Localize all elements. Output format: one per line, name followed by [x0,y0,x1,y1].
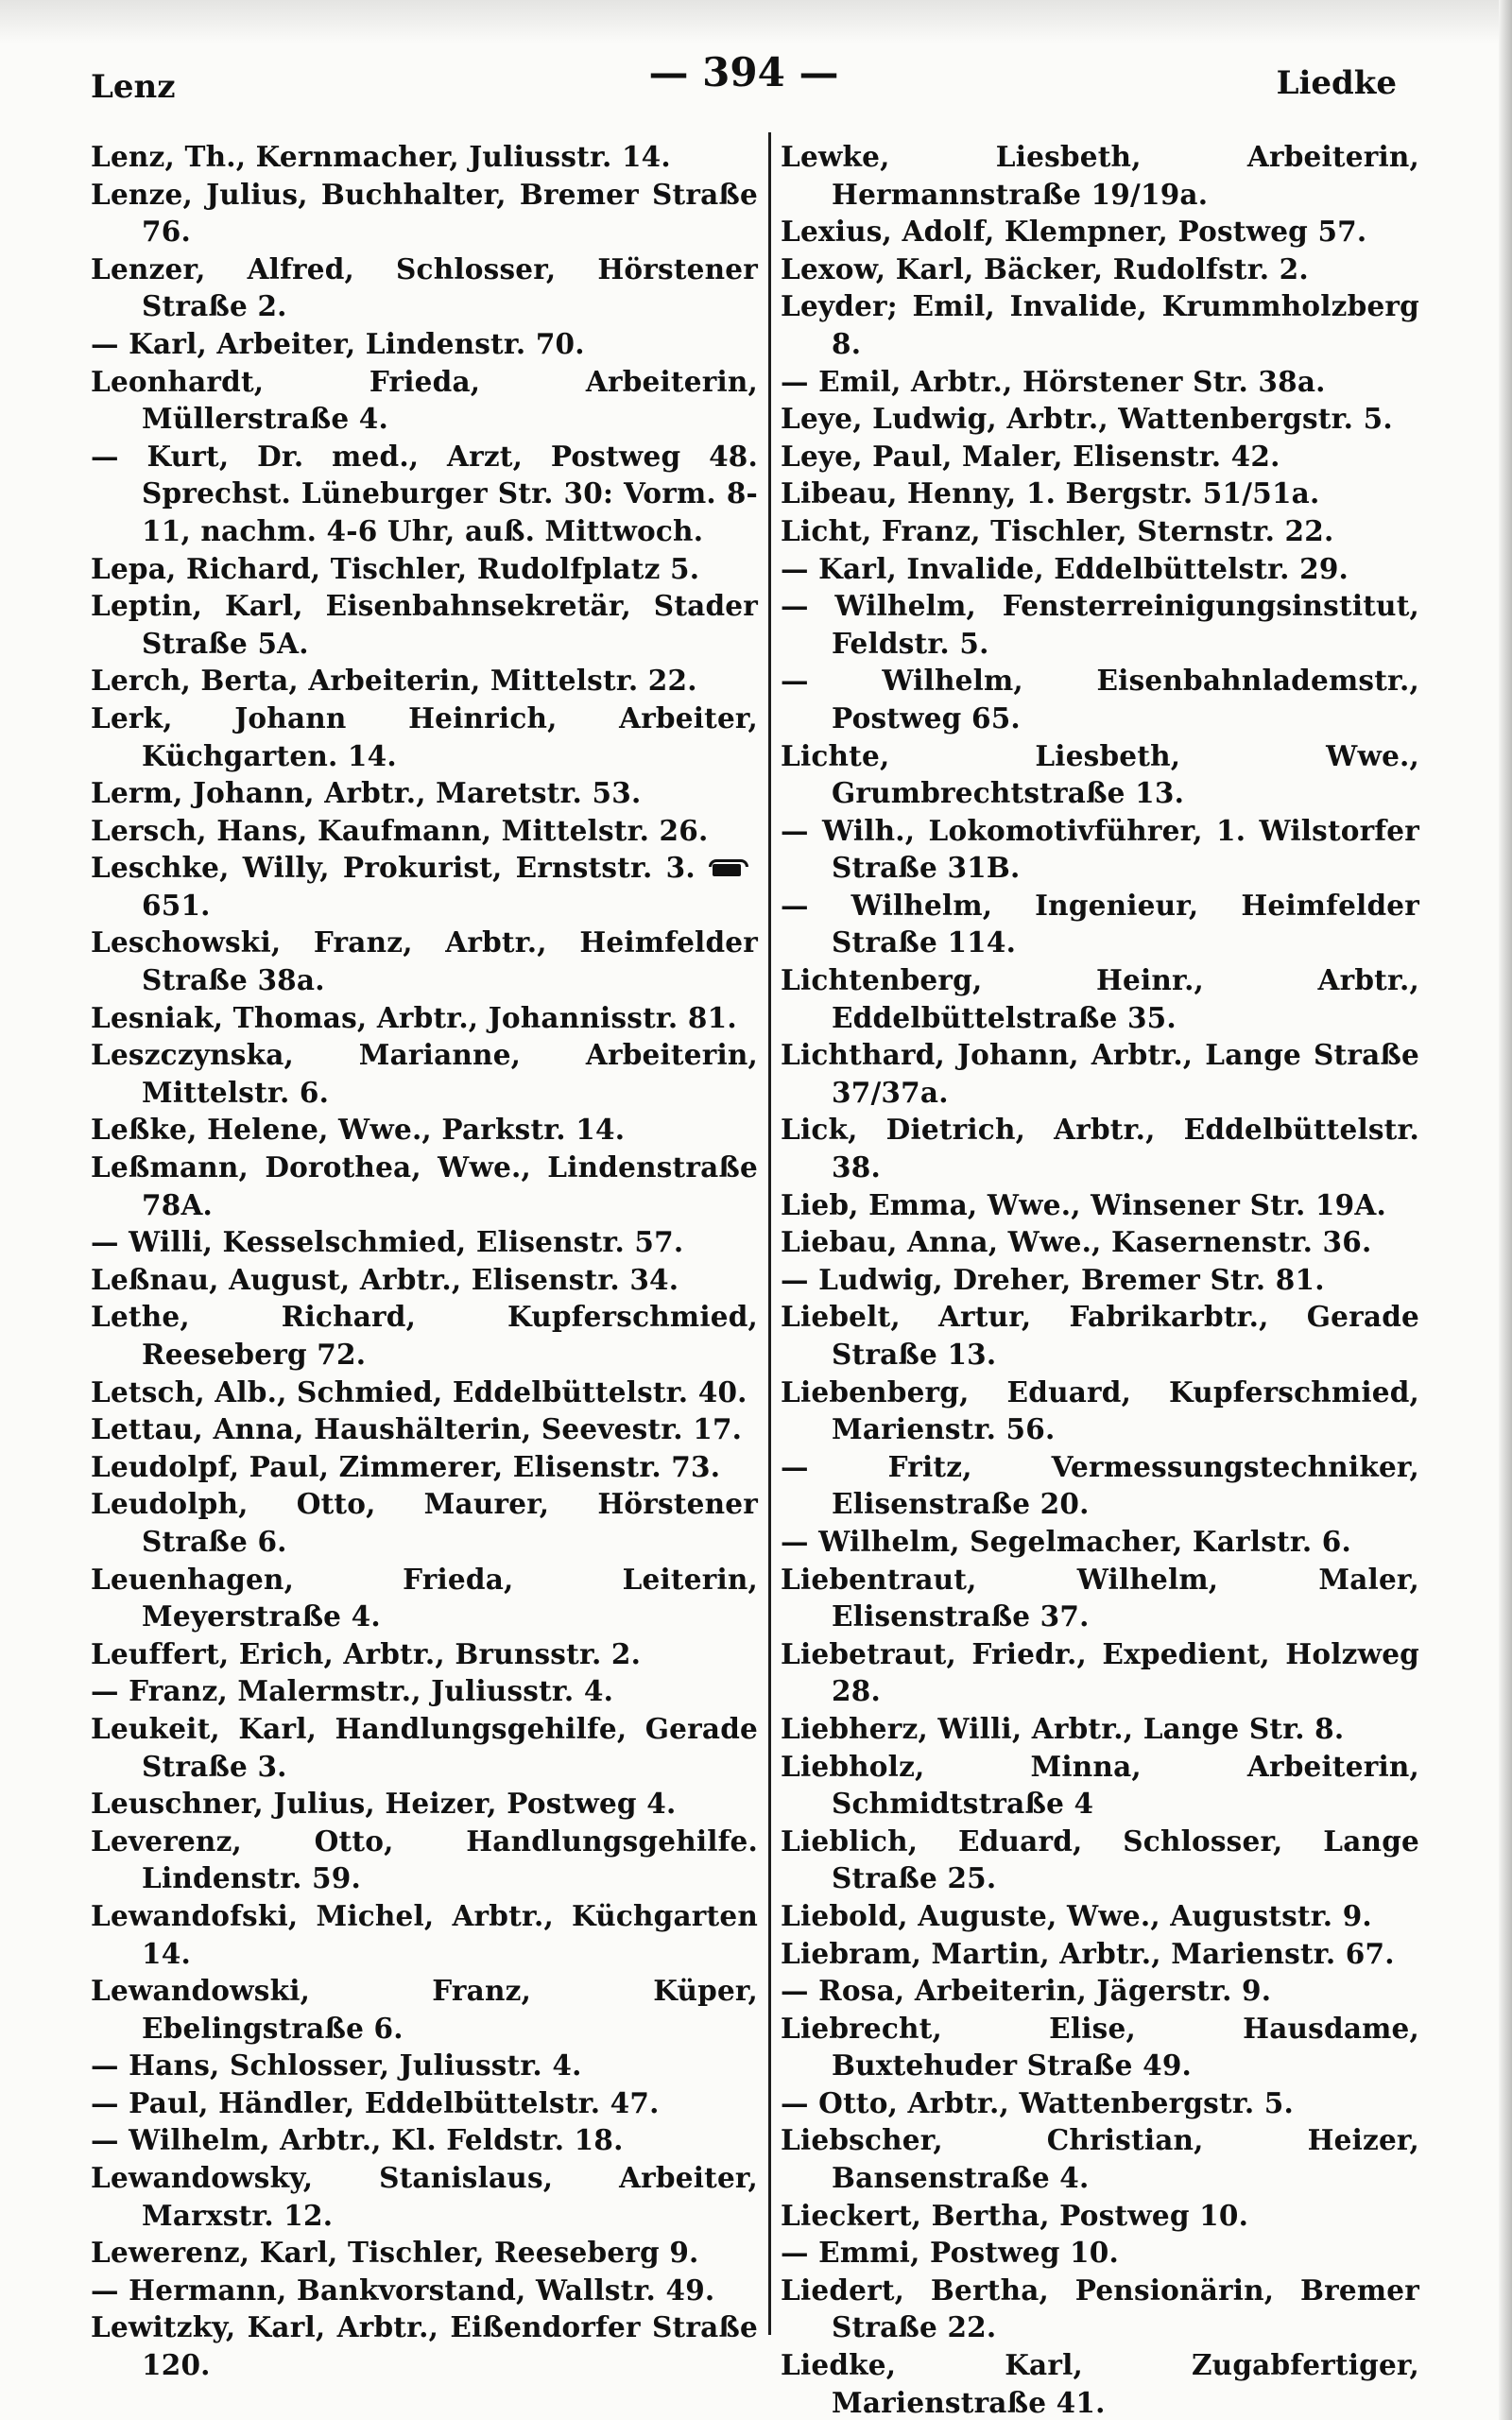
entry-text: — Karl, Invalide, Eddelbüttelstr. 29. [781,551,1349,585]
directory-entry [781,2010,1419,2084]
directory-entry [781,1036,1419,1111]
directory-entry [91,1410,758,1448]
directory-entry [91,438,758,550]
entry-text: Licht, Franz, Tischler, Sternstr. 22. [781,513,1334,547]
directory-entry [781,438,1419,475]
directory-entry [91,176,758,251]
directory-entry [91,138,758,176]
entry-text: Liebrecht, Elise, Hausdame, Buxtehuder Straße 49. [781,2011,1419,2083]
entry-text: Lenze, Julius, Buchhalter, Bremer Straße 76. [91,177,758,249]
entry-text: — Otto, Arbtr., Wattenbergstr. 5. [781,2085,1294,2119]
directory-entry [781,1298,1419,1373]
entry-text: Leszczynska, Marianne, Arbeiterin, Mittelstr. 6. [91,1038,758,1109]
entry-text: Leudolph, Otto, Maurer, Hörstener Straße 6. [91,1487,758,1558]
directory-entry [91,1298,758,1373]
directory-entry [91,700,758,774]
directory-entry [781,475,1419,512]
entry-text: Leverenz, Otto, Handlungsgehilfe. Lindenstr. 59. [91,1824,758,1895]
directory-entry [91,1374,758,1411]
entry-text: Leonhardt, Frieda, Arbeiterin, Müllerstraße 4. [91,364,758,436]
directory-entry [91,1223,758,1261]
directory-entry [781,2197,1419,2235]
entry-text: Leptin, Karl, Eisenbahnsekretär, Stader Straße 5A. [91,589,758,660]
directory-entry [91,1785,758,1823]
entry-text: Lichthard, Johann, Arbtr., Lange Straße 37/37a. [781,1038,1419,1109]
directory-entry [91,1111,758,1149]
entry-text: Liebherz, Willi, Arbtr., Lange Str. 8. [781,1711,1345,1745]
entry-text: Liebetraut, Friedr., Expedient, Holzweg 28. [781,1636,1419,1708]
directory-entry [781,1261,1419,1299]
directory-entry [781,662,1419,736]
entry-text: Lichtenberg, Heinr., Arbtr., Eddelbüttelstraße 35. [781,963,1419,1034]
directory-entry [91,1710,758,1785]
entry-text: — Fritz, Vermessungstechniker, Elisenstraße 20. [781,1449,1419,1521]
entry-text: Lewandowsky, Stanislaus, Arbeiter, Marxstr. 12. [91,2161,758,2232]
directory-entry [781,737,1419,812]
entry-text: — Kurt, Dr. med., Arzt, Postweg 48. Sprechst. Lüneburger Str. 30: Vorm. 8-11, nachm. 4-6 Uhr, auß. Mittwoch. [91,439,758,547]
directory-entry [91,1448,758,1486]
entry-text: Lewitzky, Karl, Arbtr., Eißendorfer Straße 120. [91,2310,758,2382]
left-column [91,138,758,2384]
directory-entry [91,1635,758,1673]
page-header [91,49,1397,115]
entry-text: — Franz, Malermstr., Juliusstr. 4. [91,1674,614,1708]
entry-text: Lerch, Berta, Arbeiterin, Mittelstr. 22. [91,664,697,698]
directory-entry [781,2234,1419,2272]
entry-text: Lersch, Hans, Kaufmann, Mittelstr. 26. [91,813,709,847]
entry-text: Liebholz, Minna, Arbeiterin, Schmidtstraße 4 [781,1749,1419,1821]
entry-text: Lesniak, Thomas, Arbtr., Johannisstr. 81. [91,1000,737,1034]
directory-entry [781,1561,1419,1635]
directory-entry [91,1561,758,1635]
entry-text: Leschke, Willy, Prokurist, Ernststr. 3. [91,851,696,885]
directory-entry [781,887,1419,961]
directory-entry [91,2272,758,2309]
entry-text: — Rosa, Arbeiterin, Jägerstr. 9. [781,1974,1272,2008]
entry-text: Leye, Ludwig, Arbtr., Wattenbergstr. 5. [781,402,1393,436]
directory-entry [781,287,1419,362]
directory-entry [781,213,1419,251]
directory-entry [91,774,758,812]
entry-text: Liebram, Martin, Arbtr., Marienstr. 67. [781,1936,1395,1970]
entry-text: Liebenberg, Eduard, Kupferschmied, Marienstr. 56. [781,1374,1419,1446]
entry-text: Leßke, Helene, Wwe., Parkstr. 14. [91,1113,626,1147]
directory-entry [91,2121,758,2159]
directory-entry [781,812,1419,887]
directory-entry [781,1448,1419,1523]
entry-text: — Wilh., Lokomotivführer, 1. Wilstorfer Straße 31B. [781,813,1419,885]
directory-entry [91,1149,758,1223]
header-last-entry: Liedke [1276,64,1397,102]
directory-entry [91,550,758,588]
entry-text: Leuschner, Julius, Heizer, Postweg 4. [91,1787,677,1821]
directory-entry [91,363,758,438]
entry-text: — Emmi, Postweg 10. [781,2236,1119,2270]
entry-text: — Willi, Kesselschmied, Elisenstr. 57. [91,1225,684,1259]
entry-text: Lieblich, Eduard, Schlosser, Lange Straße 25. [781,1824,1419,1895]
entry-text: — Hermann, Bankvorstand, Wallstr. 49. [91,2273,715,2307]
entry-text: Leuffert, Erich, Arbtr., Brunsstr. 2. [91,1636,642,1670]
entry-text: — Paul, Händler, Eddelbüttelstr. 47. [91,2085,660,2119]
directory-entry [781,1111,1419,1185]
directory-entry [781,2346,1419,2420]
entry-text: Liebscher, Christian, Heizer, Bansenstraße 4. [781,2123,1419,2195]
directory-entry [781,1972,1419,2010]
entry-text: — Wilhelm, Arbtr., Kl. Feldstr. 18. [91,2123,624,2157]
entry-text: Lenz, Th., Kernmacher, Juliusstr. 14. [91,140,671,173]
entry-text: Leukeit, Karl, Handlungsgehilfe, Gerade Straße 3. [91,1711,758,1783]
directory-entry [91,325,758,363]
entry-text: Liebold, Auguste, Wwe., Auguststr. 9. [781,1898,1372,1932]
directory-entry [781,1523,1419,1561]
directory-entry [781,587,1419,662]
directory-entry [781,2084,1419,2122]
directory-entry [91,587,758,662]
directory-entry [781,1935,1419,1973]
directory-entry [781,1186,1419,1224]
entry-text: — Ludwig, Dreher, Bremer Str. 81. [781,1262,1325,1296]
entry-text: Lexius, Adolf, Klempner, Postweg 57. [781,215,1367,249]
directory-entry [781,1897,1419,1935]
directory-entry [781,1748,1419,1823]
entry-text: — Emil, Arbtr., Hörstener Str. 38a. [781,364,1326,398]
entry-text: — Karl, Arbeiter, Lindenstr. 70. [91,326,585,360]
directory-entry [91,2308,758,2383]
directory-entry [781,138,1419,213]
entry-text: — Hans, Schlosser, Juliusstr. 4. [91,2048,582,2083]
entry-text: Lerk, Johann Heinrich, Arbeiter, Küchgarten. 14. [91,700,758,772]
directory-entry [91,1672,758,1710]
directory-entry [91,1897,758,1972]
directory-entry [781,251,1419,288]
entry-text: Liedke, Karl, Zugabfertiger, Marienstraße 41. [781,2348,1419,2419]
entry-text: Lichte, Liesbeth, Wwe., Grumbrechtstraße 13. [781,738,1419,810]
entry-text: Leye, Paul, Maler, Elisenstr. 42. [781,439,1280,473]
directory-entry [91,1485,758,1560]
entry-text: Lewandowski, Franz, Küper, Ebelingstraße 6. [91,1974,758,2045]
directory-entry [781,400,1419,438]
phone-number: 651. [142,888,211,922]
directory-entry [91,924,758,998]
directory-entry [781,961,1419,1036]
entry-text: Libeau, Henny, 1. Bergstr. 51/51a. [781,476,1320,510]
entry-text: Lieckert, Bertha, Postweg 10. [781,2198,1249,2232]
entry-text: Lewerenz, Karl, Tischler, Reeseberg 9. [91,2236,699,2270]
entry-text: Lethe, Richard, Kupferschmied, Reeseberg 72. [91,1300,758,1371]
entry-text: Leudolpf, Paul, Zimmerer, Elisenstr. 73. [91,1449,721,1483]
entry-text: Lettau, Anna, Haushälterin, Seevestr. 17. [91,1412,743,1446]
entry-text: Lewke, Liesbeth, Arbeiterin, Hermannstraße 19/19a. [781,140,1419,211]
entry-text: Liebelt, Artur, Fabrikarbtr., Gerade Straße 13. [781,1300,1419,1371]
directory-entry [91,2234,758,2272]
entry-text: — Wilhelm, Ingenieur, Heimfelder Straße 114. [781,888,1419,959]
entry-text: Lieb, Emma, Wwe., Winsener Str. 19A. [781,1187,1386,1221]
directory-entry [91,849,758,924]
header-first-entry: Lenz [91,68,176,106]
column-divider [768,132,771,2335]
entry-text: — Wilhelm, Fensterreinigungsinstitut, Feldstr. 5. [781,589,1419,660]
directory-entry [91,999,758,1037]
entry-text: Lexow, Karl, Bäcker, Rudolfstr. 2. [781,251,1309,285]
directory-entry [781,1823,1419,1897]
page-shadow-right [1499,0,1512,2420]
telephone-icon [709,858,748,879]
entry-text: Liebau, Anna, Wwe., Kasernenstr. 36. [781,1225,1372,1259]
entry-text: — Wilhelm, Eisenbahnlademstr., Postweg 65. [781,664,1419,735]
directory-entry [91,1261,758,1299]
entry-text: Leuenhagen, Frieda, Leiterin, Meyerstraße 4. [91,1562,758,1634]
entry-text: Lick, Dietrich, Arbtr., Eddelbüttelstr. 38. [781,1113,1419,1184]
directory-entry [91,2047,758,2084]
entry-text: Leßnau, August, Arbtr., Elisenstr. 34. [91,1262,679,1296]
page-shadow-top [0,0,1512,43]
directory-entry [781,550,1419,588]
directory-entry [91,662,758,700]
directory-entry [91,2159,758,2234]
entry-text: Leyder; Emil, Invalide, Krummholzberg 8. [781,289,1419,360]
directory-entry [91,251,758,325]
entry-text: Liebentraut, Wilhelm, Maler, Elisenstraße 37. [781,1562,1419,1634]
directory-entry [781,1635,1419,1710]
right-column [781,138,1419,2420]
directory-entry [91,1823,758,1897]
entry-text: — Wilhelm, Segelmacher, Karlstr. 6. [781,1524,1352,1558]
entry-text: Lepa, Richard, Tischler, Rudolfplatz 5. [91,551,700,585]
directory-entry [781,1223,1419,1261]
entry-text: Lerm, Johann, Arbtr., Maretstr. 53. [91,776,642,810]
directory-entry [781,512,1419,550]
entry-text: Leßmann, Dorothea, Wwe., Lindenstraße 78A. [91,1150,758,1221]
directory-entry [781,1710,1419,1748]
directory-entry [91,1972,758,2047]
entry-text: Lenzer, Alfred, Schlosser, Hörstener Straße 2. [91,251,758,323]
entry-text: Lewandofski, Michel, Arbtr., Küchgarten 14. [91,1898,758,1970]
directory-entry [91,2084,758,2122]
directory-entry [781,363,1419,401]
entry-text: Leschowski, Franz, Arbtr., Heimfelder Straße 38a. [91,925,758,997]
directory-entry [781,1374,1419,1448]
page-number: — 394 — [648,49,839,95]
directory-entry [781,2121,1419,2196]
entry-text: Letsch, Alb., Schmied, Eddelbüttelstr. 40. [91,1374,747,1409]
entry-text: Liedert, Bertha, Pensionärin, Bremer Straße 22. [781,2273,1419,2344]
directory-entry [91,1036,758,1111]
directory-entry [91,812,758,850]
directory-entry [781,2272,1419,2346]
